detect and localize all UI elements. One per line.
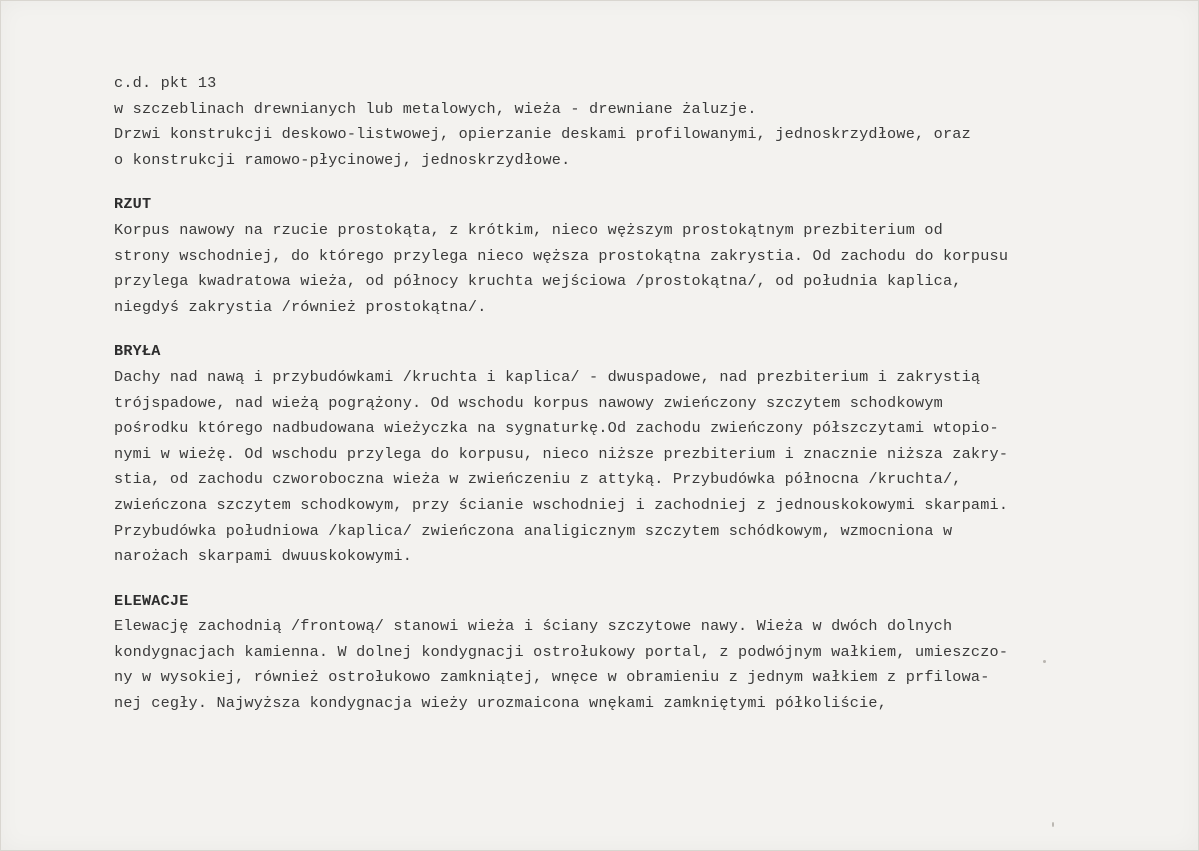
text-line: przylega kwadratowa wieża, od północy kruchta wejściowa /prostokątna/, od południa kaplica, (114, 272, 962, 291)
section-elewacje (114, 589, 1174, 717)
text-line: niegdyś zakrystia /również prostokątna/. (114, 297, 487, 316)
text-line: Elewację zachodnią /frontową/ stanowi wieża i ściany szczytowe nawy. Wieża w dwóch dolnych (114, 617, 953, 636)
text-line: w szczeblinach drewnianych lub metalowych, wieża - drewniane żaluzje. (114, 99, 757, 118)
text-line: ny w wysokiej, również ostrołukowo zamkniątej, wnęce w obramieniu z jednym wałkiem z prfilowa- (114, 668, 990, 687)
text-line: Drzwi konstrukcji deskowo-listwowej, opierzanie deskami profilowanymi, jednoskrzydłowe, oraz (114, 125, 971, 144)
text-line: Dachy nad nawą i przybudówkami /kruchta i kaplica/ - dwuspadowe, nad prezbiterium i zakrystią (114, 367, 981, 386)
text-line: zwieńczona szczytem schodkowym, przy ścianie wschodniej i zachodniej z jednouskokowymi skarpami. (114, 495, 1009, 514)
paper-speck (1052, 822, 1054, 827)
text-line: trójspadowe, nad wieżą pogrążony. Od wschodu korpus nawowy zwieńczony szczytem schodkowym (114, 393, 943, 412)
text-line: kondygnacjach kamienna. W dolnej kondygnacji ostrołukowy portal, z podwójnym wałkiem, umieszczo- (114, 642, 1009, 661)
header-block (114, 71, 1174, 173)
text-line: pośrodku którego nadbudowana wieżyczka na sygnaturkę.Od zachodu zwieńczony półszczytami wtopio- (114, 419, 999, 438)
text-line: narożach skarpami dwuuskokowymi. (114, 547, 413, 566)
spacer (114, 570, 1174, 589)
section-heading: ELEWACJE (114, 591, 189, 610)
spacer (114, 320, 1174, 339)
text-line: strony wschodniej, do którego przylega nieco węższa prostokątna zakrystia. Od zachodu do korpusu (114, 246, 1009, 265)
text-line: nymi w wieżę. Od wschodu przylega do korpusu, nieco niższe prezbiterium i znacznie niższa zakry- (114, 444, 1009, 463)
text-line: Przybudówka południowa /kaplica/ zwieńczona analigicznym szczytem schódkowym, wzmocniona w (114, 521, 953, 540)
section-rzut (114, 192, 1174, 320)
section-bryla (114, 339, 1174, 569)
text-line: o konstrukcji ramowo-płycinowej, jednoskrzydłowe. (114, 150, 571, 169)
text-line: Korpus nawowy na rzucie prostokąta, z krótkim, nieco węższym prostokątnym prezbiterium od (114, 220, 943, 239)
reference-line: c.d. pkt 13 (114, 74, 217, 92)
paper-speck (1043, 660, 1046, 663)
text-line: stia, od zachodu czworoboczna wieża w zwieńczeniu z attyką. Przybudówka północna /kruchta/, (114, 470, 962, 489)
document-body (114, 71, 1174, 717)
spacer (114, 173, 1174, 192)
section-heading: RZUT (114, 195, 152, 214)
section-heading: BRYŁA (114, 342, 161, 361)
text-line: nej cegły. Najwyższa kondygnacja wieży urozmaicona wnękami zamkniętymi półkoliście, (114, 694, 888, 713)
